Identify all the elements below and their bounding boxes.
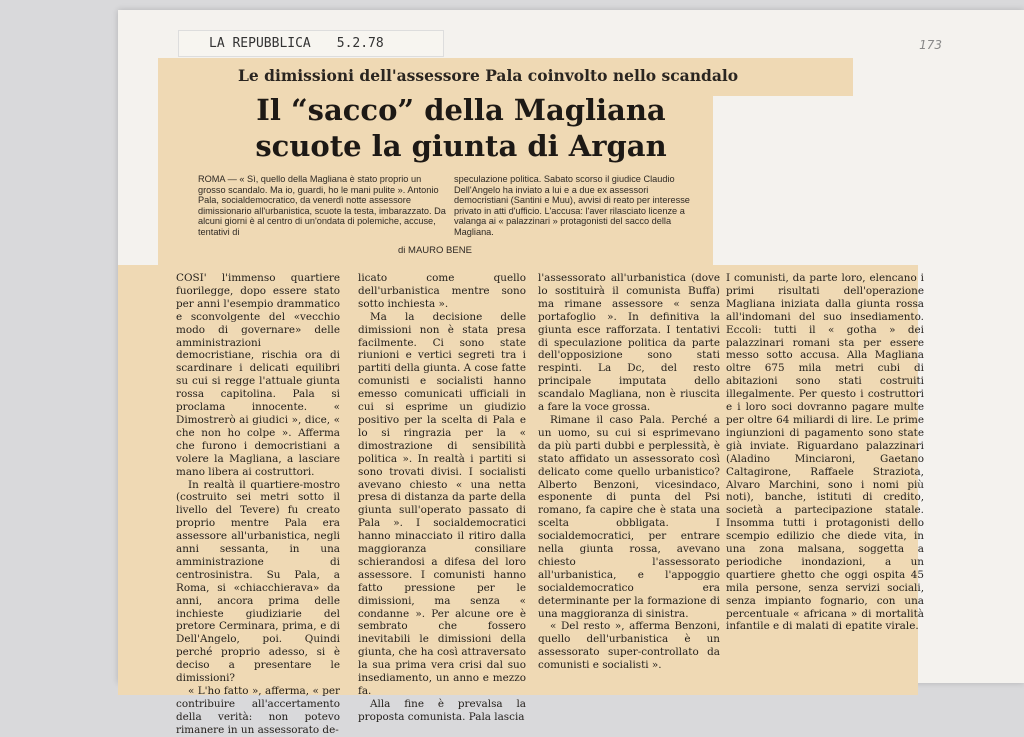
- byline: di MAURO BENE: [398, 245, 472, 256]
- article-column-4: [726, 272, 924, 633]
- article-column-1: [176, 272, 340, 737]
- page-number: 173: [919, 38, 942, 52]
- article-column-3: [538, 272, 720, 672]
- paragraph: « Del resto », afferma Benzoni, quello dell'urbanistica è un assessorato super-controllato da comunisti e socialisti ».: [538, 620, 720, 672]
- publication-date: 5.2.78: [336, 36, 384, 51]
- archive-stamp: [178, 30, 444, 57]
- paragraph: COSI' l'immenso quartiere fuorilegge, dopo essere stato per anni l'esempio drammatico e sconvolgente del «vecchio modo di governare» delle amministrazioni democristiane, rischia ora di scardinare i delicati equilibri su cui si regge l'attuale giunta rossa capitolina. Pala si proclama innocente. « Dimostrerò ai giudici », dice, « che non ho colpe ». Afferma che furono i democristiani a volere la Magliana, a lasciare mano libera ai costruttori.: [176, 272, 340, 478]
- newspaper-name: LA REPUBBLICA: [209, 36, 311, 51]
- paragraph: Ma la decisione delle dimissioni non è stata presa facilmente. Ci sono state riunioni e vertici segreti tra i partiti della giunta. A cose fatte comunisti e socialisti hanno emesso comunicati ufficiali in cui si esprime un giudizio positivo per la scelta di Pala e lo si ringrazia per la « dimostrazione di sensibilità politica ». In realtà i partiti si sono trovati divisi. I socialisti avevano chiesto « una netta presa di distanza da parte della giunta sull'operato passato di Pala ». I socialdemocratici hanno minacciato il ritiro dalla maggioranza consiliare schierandosi a difesa del loro assessore. I comunisti hanno fatto pressione per le dimissioni, ma senza « condanne ». Per alcune ore è sembrato che fossero inevitabili le dimissioni della giunta, che ha così attraversato la sua prima vera crisi dal suo insediamento, un anno e mezzo fa.: [358, 310, 526, 697]
- headline: [226, 92, 696, 164]
- overtitle: Le dimissioni dell'assessore Pala coinvolto nello scandalo: [238, 66, 739, 85]
- paragraph: l'assessorato all'urbanistica (dove lo sostituirà il comunista Buffa) ma rimane assessore « senza portafoglio ». In definitiva la giunta esce rafforzata. I tentativi di speculazione politica da parte dell'opposizione sono stati respinti. La Dc, del resto principale imputata dello scandalo Magliana, non è riuscita a fare la voce grossa.: [538, 272, 720, 414]
- headline-line-2: scuote la giunta di Argan: [255, 129, 667, 163]
- paragraph: licato come quello dell'urbanistica mentre sono sotto inchiesta ».: [358, 272, 526, 310]
- paragraph: Rimane il caso Pala. Perché a un uomo, su cui si esprimevano da più parti dubbi e perplessità, è stato affidato un assessorato così delicato come quello urbanistico? Alberto Benzoni, vicesindaco, esponente di punta del Psi romano, fa capire che è stata una scelta obbligata. I socialdemocratici, per entrare nella giunta rossa, avevano chiesto l'assessorato all'urbanistica, e l'appoggio socialdemocratico era determinante per la formazione di una maggioranza di sinistra.: [538, 413, 720, 620]
- paragraph: In realtà il quartiere-mostro (costruito sei metri sotto il livello del Tevere) fu creato proprio mentre Pala era assessore all'urbanistica, negli anni sessanta, in una amministrazione di centrosinistra. Su Pala, a Roma, si «chiacchierava» da anni, ancora prima delle inchieste giudiziarie del pretore Cerminara, prima, e di Dell'Angelo, poi. Quindi perché proprio adesso, si è deciso a presentare le dimissioni?: [176, 478, 340, 685]
- article-column-2: [358, 272, 526, 724]
- headline-line-1: Il “sacco” della Magliana: [256, 93, 666, 127]
- paragraph: « L'ho fatto », afferma, « per contribuire all'accertamento della verità: non potevo rimanere in un assessorato de-: [176, 685, 340, 736]
- intro-paragraph-left: ROMA — « Sì, quello della Magliana è stato proprio un grosso scandalo. Ma io, guardi, ho le mani pulite ». Antonio Pala, socialdemocratico, da venerdì notte assessore dimissionario all'urbanistica, scuote la testa, imbarazzato. Da alcuni giorni è al centro di un'ondata di polemiche, accuse, tentativi di: [198, 174, 446, 237]
- paragraph: Alla fine è prevalsa la proposta comunista. Pala lascia: [358, 697, 526, 723]
- document-sheet: [118, 10, 1024, 736]
- paragraph: I comunisti, da parte loro, elencano i primi risultati dell'operazione Magliana iniziata dalla giunta rossa all'indomani del suo insediamento. Eccoli: tutti il « gotha » dei palazzinari romani sta per essere messo sotto accusa. Alla Magliana oltre 675 mila metri cubi di abitazioni sono stati costruiti illegalmente. Per questo i costruttori e i loro soci dovranno pagare multe per oltre 64 miliardi di lire. Le prime ingiunzioni di pagamento sono state già inviate. Riguardano palazzinari (Aladino Minciaroni, Gaetano Caltagirone, Raffaele Straziota, Alvaro Marchini, sono i nomi più noti), banche, istituti di credito, società a partecipazione statale. Insomma tutti i protagonisti dello scempio edilizio che diede vita, in una zona malsana, soggetta a periodiche inondazioni, a un quartiere ghetto che oggi ospita 45 mila persone, senza servizi sociali, senza impianto fognario, con una percentuale « africana » di mortalità infantile e di malati di epatite virale.: [726, 272, 924, 633]
- intro-paragraph-right: speculazione politica. Sabato scorso il giudice Claudio Dell'Angelo ha inviato a lui e a due ex assessori democristiani (Santini e Muu), avvisi di reato per interesse privato in atti d'ufficio. L'accusa: l'aver rilasciato licenze a valanga ai « palazzinari » protagonisti del sacco della Magliana.: [454, 174, 690, 237]
